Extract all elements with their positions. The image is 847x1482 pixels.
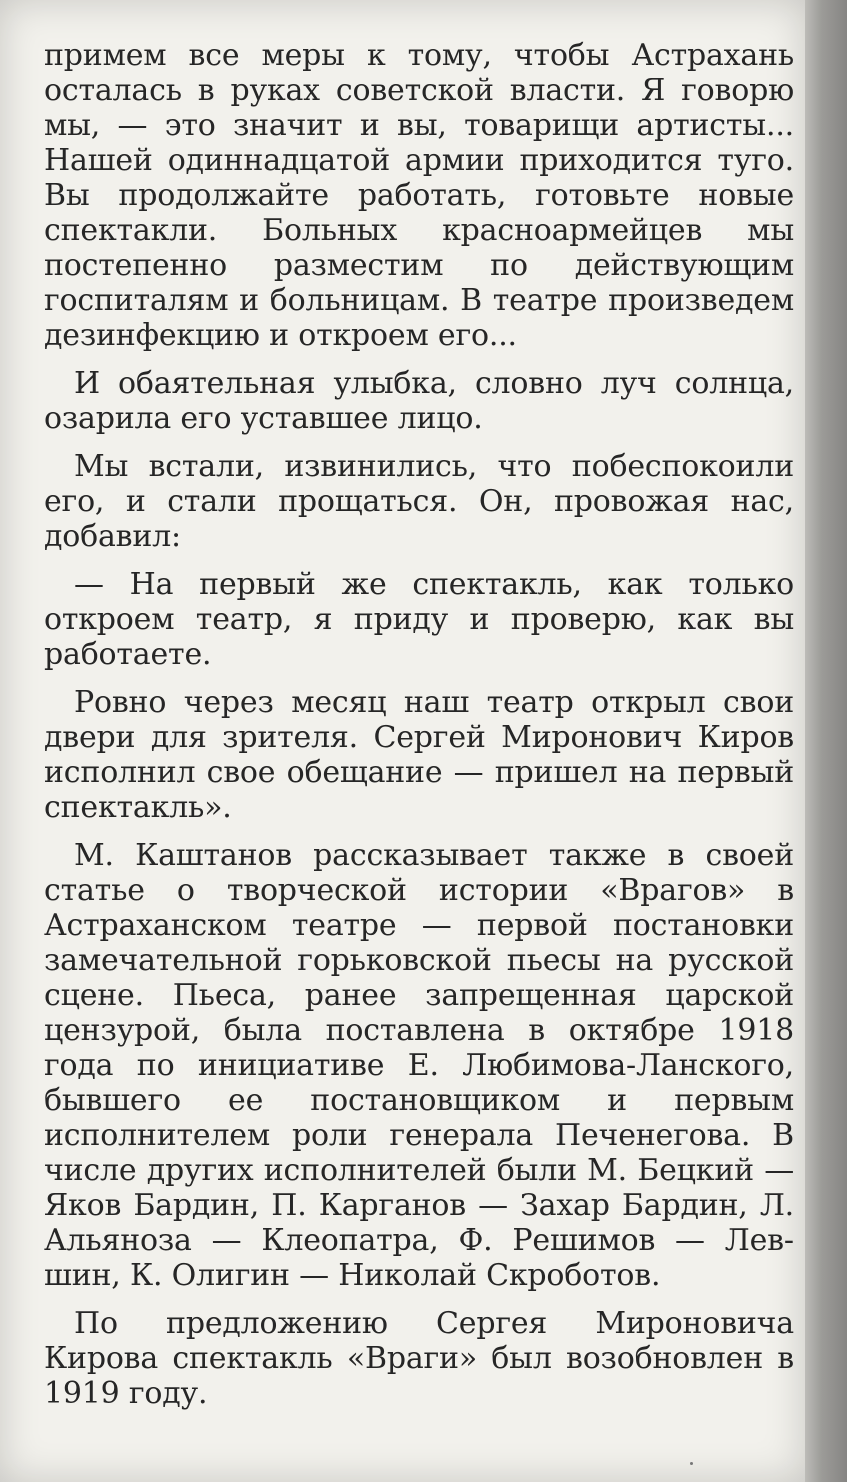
paragraph-7: По предложению Сергея Мироновича Кирова спектакль «Враги» был возобновлен в 1919 году. xyxy=(44,1306,794,1411)
scan-background-edge xyxy=(805,0,847,1482)
paragraph-1: примем все меры к тому, чтобы Астрахань осталась в руках советской власти. Я говорю мы, — это значит и вы, товарищи артисты... Нашей одиннадцатой армии приходится туго. Вы продолжайте работать, готовьте новые спектакли. Больных красноармейцев мы постепенно разместим по действующим госпиталям и больницам. В театре произведем дезинфекцию и откроем его... xyxy=(44,38,794,353)
print-speck xyxy=(690,1462,693,1465)
paragraph-3: Мы встали, извинились, что побеспокоили его, и стали прощаться. Он, провожая нас, добавил: xyxy=(44,449,794,554)
article-text-column xyxy=(44,38,794,1424)
paragraph-2: И обаятельная улыбка, словно луч солнца, озарила его уставшее лицо. xyxy=(44,366,794,436)
paragraph-4: — На первый же спектакль, как только откроем театр, я приду и проверю, как вы работаете. xyxy=(44,567,794,672)
paragraph-6: М. Каштанов рассказывает также в своей статье о творческой истории «Врагов» в Астраханском театре — первой постановки замечательной горьковской пьесы на русской сцене. Пьеса, ранее запрещенная царской цензурой, была поставлена в октябре 1918 года по инициативе Е. Любимова-Ланского, бывшего ее постановщиком и первым исполнителем роли генерала Печенегова. В числе других исполнителей были М. Бецкий — Яков Бардин, П. Карганов — Захар Бардин, Л. Альяноза — Клеопатра, Ф. Решимов — Левшин, К. Олигин — Николай Скроботов. xyxy=(44,838,794,1293)
paragraph-5: Ровно через месяц наш театр открыл свои двери для зрителя. Сергей Миронович Киров исполнил свое обещание — пришел на первый спектакль». xyxy=(44,685,794,825)
